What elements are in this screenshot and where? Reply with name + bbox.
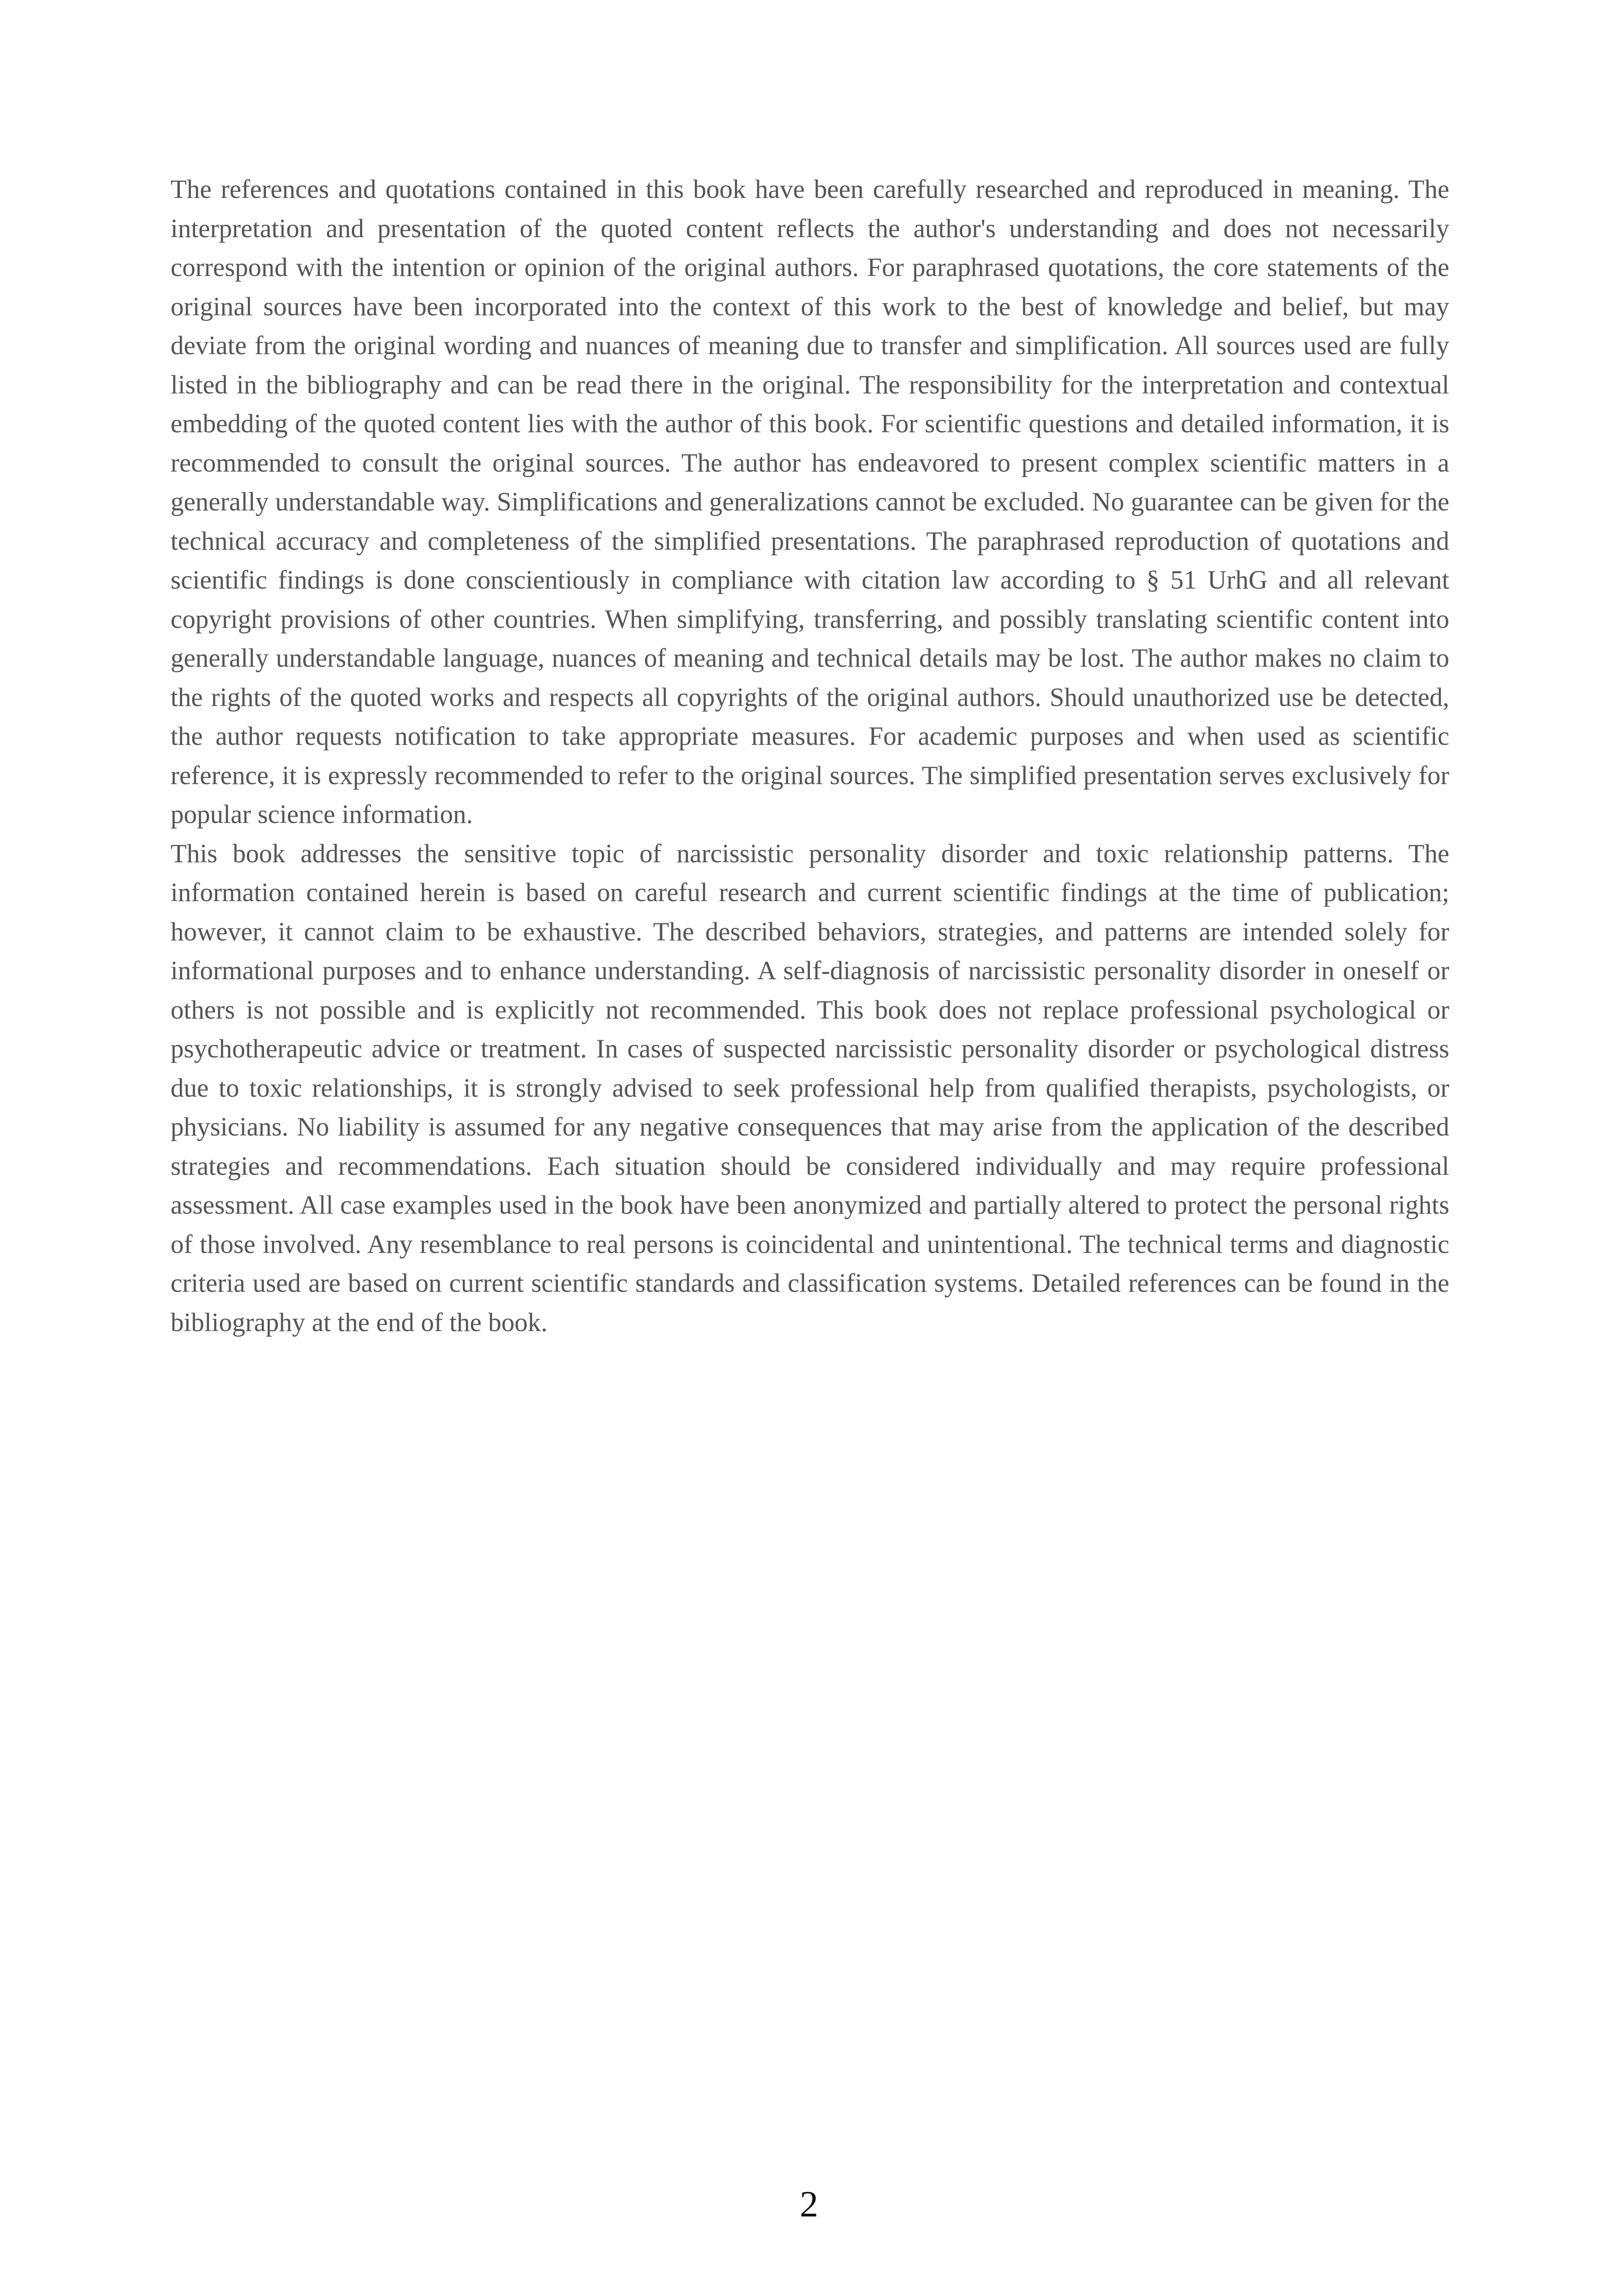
paragraph-content-disclaimer: This book addresses the sensitive topic of narcissistic personality disorder and toxic relationship patterns. The information contained herein is based on careful research and current scientific findings at the time of publication; however, it cannot claim to be exhaustive. The described behaviors, strategies, and patterns are intended solely for informational purposes and to enhance understanding. A self-diagnosis of narcissistic personality disorder in oneself or others is not possible and is explicitly not recommended. This book does not replace professional psychological or psychotherapeutic advice or treatment. In cases of suspected narcissistic personality disorder or psychological distress due to toxic relationships, it is strongly advised to seek professional help from qualified therapists, psychologists, or physicians. No liability is assumed for any negative consequences that may arise from the application of the described strategies and recommendations. Each situation should be considered individually and may require professional assessment. All case examples used in the book have been anonymized and partially altered to protect the personal rights of those involved. Any resemblance to real persons is coincidental and unintentional. The technical terms and diagnostic criteria used are based on current scientific standards and classification systems. Detailed references can be found in the bibliography at the end of the book.	[171, 839, 1449, 1337]
paragraph-references-disclaimer: The references and quotations contained in this book have been carefully researched and reproduced in meaning. The interpretation and presentation of the quoted content reflects the author's understanding and does not necessarily correspond with the intention or opinion of the original authors. For paraphrased quotations, the core statements of the original sources have been incorporated into the context of this work to the best of knowledge and belief, but may deviate from the original wording and nuances of meaning due to transfer and simplification. All sources used are fully listed in the bibliography and can be read there in the original. The responsibility for the interpretation and contextual embedding of the quoted content lies with the author of this book. For scientific questions and detailed information, it is recommended to consult the original sources. The author has endeavored to present complex scientific matters in a generally understandable way. Simplifications and generalizations cannot be excluded. No guarantee can be given for the technical accuracy and completeness of the simplified presentations. The paraphrased reproduction of quotations and scientific findings is done conscientiously in compliance with citation law according to § 51 UrhG and all relevant copyright provisions of other countries. When simplifying, transferring, and possibly translating scientific content into generally understandable language, nuances of meaning and technical details may be lost. The author makes no claim to the rights of the quoted works and respects all copyrights of the original authors. Should unauthorized use be detected, the author requests notification to take appropriate measures. For academic purposes and when used as scientific reference, it is expressly recommended to refer to the original sources. The simplified presentation serves exclusively for popular science information.	[171, 175, 1449, 829]
body-text	[171, 170, 1449, 1342]
page-number: 2	[800, 2184, 818, 2225]
